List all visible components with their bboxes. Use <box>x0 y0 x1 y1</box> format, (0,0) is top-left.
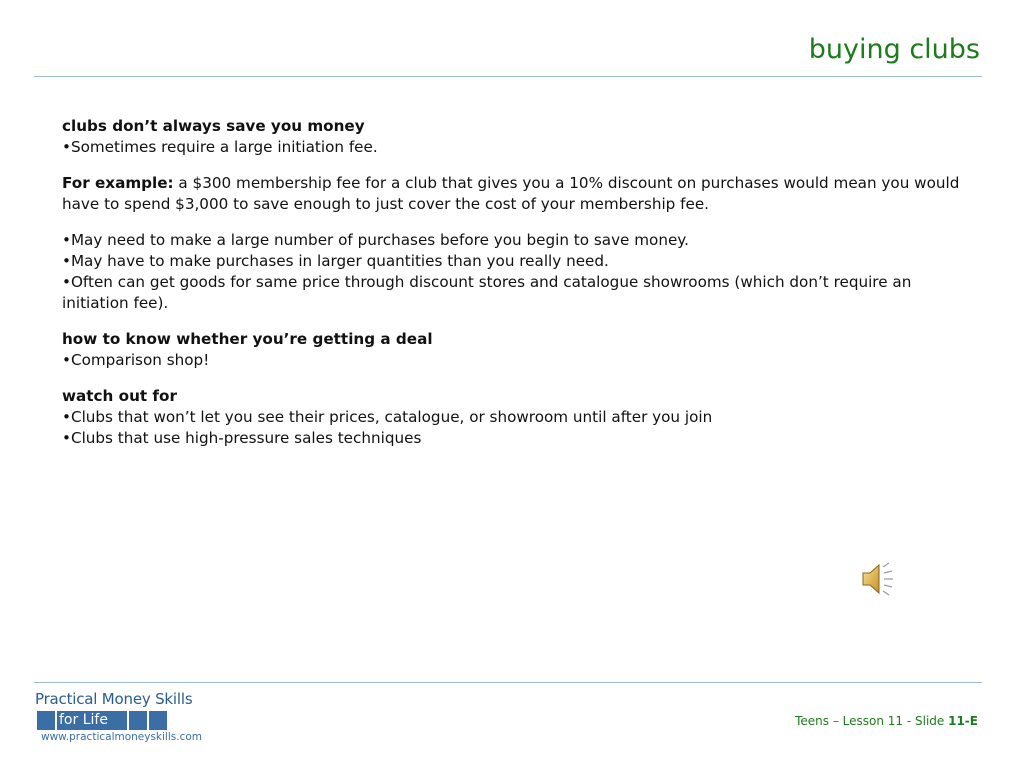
speaker-icon[interactable] <box>860 562 896 596</box>
bullet-high-pressure: •Clubs that use high-pressure sales techniques <box>62 429 422 447</box>
footer-divider <box>34 682 982 683</box>
heading-clubs-dont-save: clubs don’t always save you money <box>62 117 365 135</box>
slide-number <box>795 714 978 728</box>
logo-block <box>149 711 167 730</box>
heading-getting-deal: how to know whether you’re getting a deal <box>62 330 433 348</box>
logo-url[interactable]: www.practicalmoneyskills.com <box>41 731 203 743</box>
logo <box>35 690 235 746</box>
slide-id: 11-E <box>948 714 978 728</box>
bullet-many-purchases: •May need to make a large number of purchases before you begin to save money. <box>62 231 689 249</box>
bullet-larger-quantities: •May have to make purchases in larger quantities than you really need. <box>62 252 609 270</box>
heading-watch-out: watch out for <box>62 387 177 405</box>
slide-body <box>62 116 962 449</box>
slide-label: Teens – Lesson 11 - Slide <box>795 714 949 728</box>
slide-title: buying clubs <box>808 34 980 65</box>
logo-subtitle: for Life <box>59 712 108 728</box>
bullet-wont-see-prices: •Clubs that won’t let you see their prices, catalogue, or showroom until after you join <box>62 408 713 426</box>
logo-block <box>129 711 147 730</box>
bullet-comparison-shop: •Comparison shop! <box>62 351 210 369</box>
bullet-discount-stores: •Often can get goods for same price through discount stores and catalogue showrooms (which don’t require an initiation fee). <box>62 273 912 312</box>
example-text: a $300 membership fee for a club that gives you a 10% discount on purchases would mean you would have to spend $3,000 to save enough to just cover the cost of your membership fee. <box>62 174 960 213</box>
logo-title: Practical Money Skills <box>35 690 193 708</box>
example-label: For example: <box>62 174 174 192</box>
header-divider <box>34 76 982 77</box>
logo-block <box>37 711 55 730</box>
example-paragraph <box>62 173 962 215</box>
bullet-initiation-fee: •Sometimes require a large initiation fee. <box>62 138 378 156</box>
